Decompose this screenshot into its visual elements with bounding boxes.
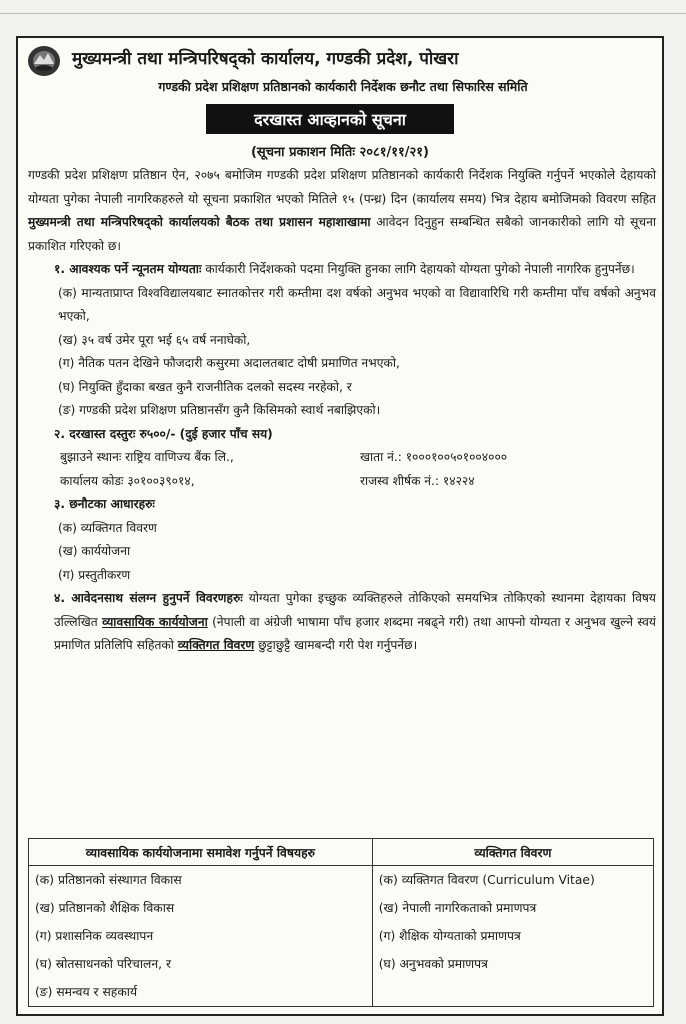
business-plan-item: (ङ) समन्वय र सहकार्य bbox=[29, 978, 373, 1007]
business-plan-item: (ख) प्रतिष्ठानको शैक्षिक विकास bbox=[29, 894, 373, 922]
publication-date: (सूचना प्रकाशन मितिः २०८१/११/२१) bbox=[250, 145, 429, 160]
intro-bold-text: मुख्यमन्त्री तथा मन्त्रिपरिषद्को कार्यालयको बैठक तथा प्रशासन महाशाखामा bbox=[28, 215, 371, 229]
notice-title: दरखास्त आव्हानको सूचना bbox=[206, 104, 454, 134]
personal-details-item: (घ) अनुभवको प्रमाणपत्र bbox=[372, 950, 653, 978]
section4-text-end: छुट्टाछुट्टै खामबन्दी गरी पेश गर्नुपर्नेछ। bbox=[254, 638, 418, 652]
office-code: कार्यालय कोडः ३०१००३९०१४, bbox=[60, 473, 195, 488]
table-header-personal-details: व्यक्तिगत विवरण bbox=[372, 839, 653, 866]
section4-heading: ४. आवेदनसाथ संलग्न हुनुपर्ने विवरणहरुः bbox=[54, 591, 243, 605]
table-header-row bbox=[29, 839, 654, 866]
business-plan-item: (ग) प्रशासनिक व्यवस्थापन bbox=[29, 922, 373, 950]
section1-heading: १. आवश्यक पर्ने न्यूनतम योग्यताः bbox=[54, 262, 202, 276]
business-plan-item: (क) प्रतिष्ठानको संस्थागत विकास bbox=[29, 866, 373, 895]
fee-row-2 bbox=[28, 470, 656, 494]
requirements-table bbox=[28, 838, 654, 1007]
notice-document bbox=[16, 36, 664, 1016]
personal-details-term: व्यक्तिगत विवरण bbox=[177, 638, 255, 652]
criteria-item: (ख) कार्ययोजना bbox=[58, 544, 131, 558]
office-name: मुख्यमन्त्री तथा मन्त्रिपरिषद्को कार्यालय, गण्डकी प्रदेश, पोखरा bbox=[72, 49, 459, 69]
personal-details-item: (ख) नेपाली नागरिकताको प्रमाणपत्र bbox=[372, 894, 653, 922]
criteria-item: (ग) प्रस्तुतीकरण bbox=[58, 567, 131, 582]
section4-text: (नेपाली वा अंग्रेजी भाषामा पाँच हजार शब्दमा नबढ्ने गरी) तथा आफ्नो योग्यता र अनुभव खुल्ने स्वयं प्रमाणित प्रतिलिपि सहितको bbox=[54, 614, 656, 652]
personal-details-item bbox=[372, 978, 653, 1007]
section4-text: योग्यता पुगेका इच्छुक व्यक्तिहरुले तोकिएको समयभित्र तोकिएको स्थानमा देहायका विषय उल्लिखित bbox=[54, 591, 656, 629]
deposit-place: बुझाउने स्थानः राष्ट्रिय वाणिज्य बैंक लि., bbox=[60, 450, 234, 464]
business-plan-item: (घ) स्रोतसाधनको परिचालन, र bbox=[29, 950, 373, 978]
intro-paragraph bbox=[28, 164, 656, 258]
section1-text: कार्यकारी निर्देशकको पदमा नियुक्ति हुनका लागि देहायको योग्यता पुगेको नेपाली नागरिक हुनुपर्नेछ। bbox=[201, 262, 635, 276]
business-plan-term: व्यावसायिक कार्ययोजना bbox=[102, 614, 208, 629]
criteria-item: (क) व्यक्तिगत विवरण bbox=[58, 520, 157, 535]
revenue-head: राजस्व शीर्षक नं.: १४२२४ bbox=[360, 473, 475, 488]
qualification-item: (ङ) गण्डकी प्रदेश प्रशिक्षण प्रतिष्ठानसँग कुनै किसिमको स्वार्थ नबाझिएको। bbox=[58, 403, 381, 417]
qualification-item: (घ) नियुक्ति हुँदाका बखत कुनै राजनीतिक दलको सदस्य नरहेको, र bbox=[58, 379, 352, 394]
section1-paragraph bbox=[28, 258, 656, 282]
section2-heading: २. दरखास्त दस्तुरः रु५००/- (दुई हजार पाँच सय) bbox=[54, 426, 273, 441]
fee-row-1 bbox=[28, 446, 656, 470]
table-header-business-plan: व्यावसायिक कार्ययोजनामा समावेश गर्नुपर्ने विषयहरु bbox=[29, 839, 373, 866]
intro-text: गण्डकी प्रदेश प्रशिक्षण प्रतिष्ठान ऐन, २०७५ बमोजिम गण्डकी प्रदेश प्रशिक्षण प्रतिष्ठानको कार्यकारी निर्देशक नियुक्ति गर्नुपर्ने भएकोले देहायको योग्यता पुगेका नेपाली नागरिकहरुले यो सूचना प्रकाशित भएको मितिले १५ (पन्ध्र) दिन (कार्यालय समय) भित्र देहाय बमोजिमको विवरण सहित bbox=[28, 168, 656, 206]
table-row bbox=[29, 950, 654, 978]
intro-text-end: आवेदन दिनुहुन सम्बन्धित सबैको जानकारीको लागि यो सूचना प्रकाशित गरिएको छ। bbox=[28, 215, 656, 253]
table-row bbox=[29, 978, 654, 1007]
notice-body bbox=[28, 164, 656, 658]
page-top-rule bbox=[0, 13, 686, 14]
personal-details-item: (क) व्यक्तिगत विवरण (Curriculum Vitae) bbox=[372, 866, 653, 895]
qualification-item: (ख) ३५ वर्ष उमेर पूरा भई ६५ वर्ष ननाघेको, bbox=[58, 332, 251, 347]
committee-name: गण्डकी प्रदेश प्रशिक्षण प्रतिष्ठानको कार्यकारी निर्देशक छनौट तथा सिफारिस समिति bbox=[158, 79, 528, 94]
personal-details-item: (ग) शैक्षिक योग्यताको प्रमाणपत्र bbox=[372, 922, 653, 950]
table-row bbox=[29, 894, 654, 922]
qualification-item: (ग) नैतिक पतन देखिने फौजदारी कसुरमा अदालतबाट दोषी प्रमाणित नभएको, bbox=[58, 356, 400, 370]
table-row bbox=[29, 866, 654, 895]
government-emblem-icon bbox=[26, 44, 62, 78]
account-number: खाता नं.: १०००१००५०१००४००० bbox=[360, 450, 508, 464]
table-row bbox=[29, 922, 654, 950]
section4-paragraph bbox=[28, 587, 656, 658]
qualification-item: (क) मान्यताप्राप्त विश्वविद्यालयबाट स्नातकोत्तर गरी कम्तीमा दश वर्षको अनुभव भएको वा विद्यावारिधि गरी कम्तीमा पाँच वर्षको अनुभव भएको, bbox=[58, 285, 656, 323]
section3-heading: ३. छनौटका आधारहरुः bbox=[54, 497, 155, 511]
